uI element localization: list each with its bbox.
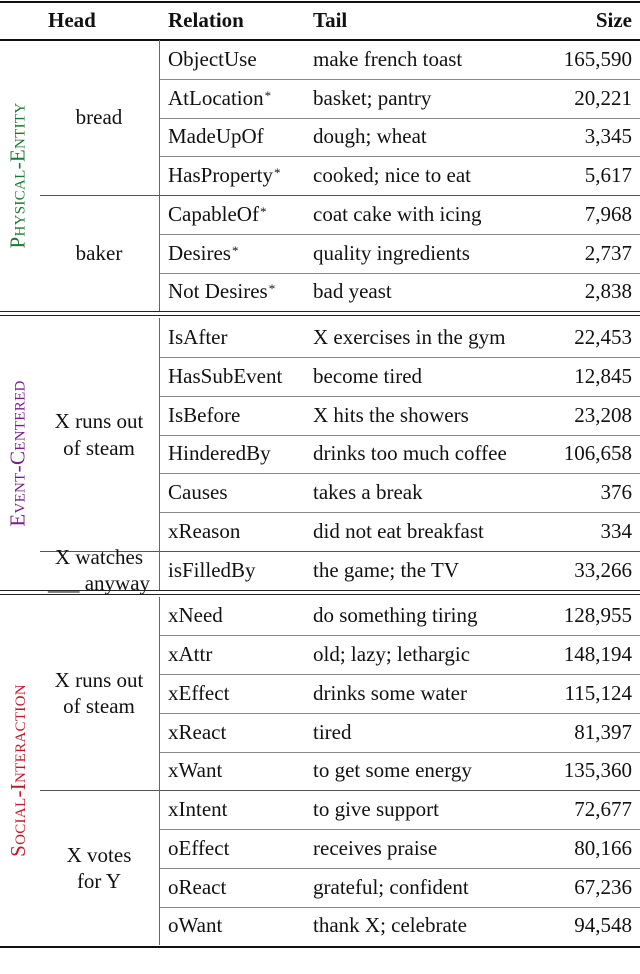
- relation-cell: [168, 829, 229, 868]
- head-line: ___ anyway: [47, 571, 151, 596]
- tail-cell: takes a break: [313, 480, 423, 505]
- category-label: [0, 597, 36, 946]
- size-cell: 106,658: [563, 441, 632, 466]
- relation-cell: [168, 195, 266, 234]
- size-cell: 128,955: [563, 603, 632, 628]
- tail-cell: dough; wheat: [313, 124, 427, 149]
- tail-cell: basket; pantry: [313, 85, 432, 110]
- size-cell: 67,236: [574, 874, 632, 899]
- relation-cell: [168, 473, 228, 512]
- relation-cell: [168, 435, 271, 474]
- relation-cell: [168, 79, 271, 118]
- head-cell: [40, 40, 158, 195]
- relation-label: xEffect: [168, 680, 230, 705]
- relation-label: Causes: [168, 480, 228, 505]
- head-cell: [40, 544, 158, 596]
- relation-label: xAttr: [168, 642, 213, 667]
- head-column-divider: [159, 40, 160, 311]
- tail-cell: grateful; confident: [313, 874, 469, 899]
- header-relation: Relation: [168, 7, 244, 32]
- relation-label: isFilledBy: [168, 557, 256, 582]
- tail-cell: drinks some water: [313, 680, 467, 705]
- relation-label: ObjectUse: [168, 46, 257, 71]
- head-line: for Y: [76, 868, 122, 893]
- relation-cell: [168, 868, 226, 907]
- head-line: X watches: [54, 544, 144, 569]
- size-cell: 2,737: [584, 240, 632, 265]
- tail-cell: X hits the showers: [313, 402, 469, 427]
- relation-label: oEffect: [168, 835, 230, 860]
- relation-label: CapableOf: [168, 201, 259, 226]
- tail-cell: drinks too much coffee: [313, 441, 507, 466]
- head-line: baker: [75, 241, 123, 265]
- star-marker: *: [273, 165, 281, 181]
- relation-label: HinderedBy: [168, 441, 271, 466]
- size-cell: 2,838: [584, 279, 632, 304]
- section-rule: [0, 311, 640, 312]
- tail-cell: X exercises in the gym: [313, 325, 506, 350]
- relation-cell: [168, 790, 227, 829]
- head-line: X votes: [66, 842, 132, 867]
- head-column-divider: [159, 597, 160, 946]
- relation-cell: [168, 713, 226, 752]
- header-head: Head: [48, 7, 96, 32]
- relation-label: oReact: [168, 874, 227, 899]
- relation-cell: [168, 512, 240, 551]
- table-bottom-rule: [0, 946, 640, 948]
- head-column-divider: [159, 318, 160, 589]
- star-marker: *: [264, 87, 272, 103]
- size-cell: 148,194: [563, 642, 632, 667]
- size-cell: 20,221: [574, 85, 632, 110]
- tail-cell: tired: [313, 719, 352, 744]
- size-cell: 334: [600, 518, 632, 543]
- size-cell: 22,453: [574, 325, 632, 350]
- tail-cell: the game; the TV: [313, 557, 459, 582]
- star-marker: *: [259, 203, 267, 219]
- tail-cell: to get some energy: [313, 758, 472, 783]
- category-text: Physical-Entity: [5, 102, 30, 249]
- size-cell: 33,266: [574, 557, 632, 582]
- head-line: of steam: [63, 435, 135, 460]
- relation-cell: [168, 635, 212, 674]
- relation-cell: [168, 118, 264, 157]
- relation-label: HasSubEvent: [168, 363, 283, 388]
- star-marker: *: [268, 281, 276, 297]
- relation-label: HasProperty: [168, 163, 273, 188]
- tail-cell: bad yeast: [313, 279, 392, 304]
- head-cell: [40, 790, 158, 945]
- relation-label: Desires: [168, 240, 231, 265]
- category-label: [0, 318, 36, 589]
- size-cell: 135,360: [563, 758, 632, 783]
- head-line: X runs out: [54, 409, 144, 434]
- size-cell: 165,590: [563, 46, 632, 71]
- relation-label: xIntent: [168, 797, 228, 822]
- size-cell: 81,397: [574, 719, 632, 744]
- relation-cell: [168, 752, 222, 791]
- tail-cell: receives praise: [313, 835, 438, 860]
- relation-cell: [168, 273, 275, 312]
- relation-label: IsAfter: [168, 325, 228, 350]
- size-cell: 94,548: [574, 913, 632, 938]
- tail-cell: make french toast: [313, 46, 463, 71]
- tail-cell: become tired: [313, 363, 423, 388]
- relation-cell: [168, 674, 229, 713]
- head-cell: [40, 195, 158, 311]
- tail-cell: to give support: [313, 797, 439, 822]
- size-cell: 7,968: [584, 201, 632, 226]
- size-cell: 115,124: [564, 680, 632, 705]
- category-text: Social-Interaction: [5, 684, 30, 858]
- category-text: Event-Centered: [5, 380, 30, 528]
- section-rule: [0, 594, 640, 595]
- row-separator: [159, 713, 640, 714]
- section-rule: [0, 590, 640, 591]
- header-tail: Tail: [313, 7, 348, 32]
- size-cell: 5,617: [584, 163, 632, 188]
- tail-cell: old; lazy; lethargic: [313, 642, 471, 667]
- relation-cell: [168, 318, 227, 357]
- tail-cell: coat cake with icing: [313, 201, 482, 226]
- tail-cell: quality ingredients: [313, 240, 470, 265]
- head-cell: [40, 318, 158, 551]
- relation-label: xWant: [168, 758, 223, 783]
- relation-cell: [168, 551, 256, 590]
- relation-label: xReact: [168, 719, 227, 744]
- relation-cell: [168, 396, 240, 435]
- tail-cell: do something tiring: [313, 603, 478, 628]
- relation-cell: [168, 156, 280, 195]
- head-line: X runs out: [54, 668, 144, 693]
- relation-cell: [168, 907, 222, 946]
- size-cell: 3,345: [584, 124, 632, 149]
- size-cell: 80,166: [574, 835, 632, 860]
- header-size: Size: [595, 7, 632, 32]
- tail-cell: cooked; nice to eat: [313, 163, 472, 188]
- relation-label: Not Desires: [168, 279, 268, 304]
- tail-cell: did not eat breakfast: [313, 518, 484, 543]
- star-marker: *: [231, 242, 239, 258]
- head-line: bread: [75, 105, 123, 130]
- size-cell: 23,208: [574, 402, 632, 427]
- section-rule: [0, 315, 640, 316]
- size-cell: 12,845: [574, 363, 632, 388]
- relation-cell: [168, 40, 257, 79]
- relation-label: xReason: [168, 518, 241, 543]
- relation-label: IsBefore: [168, 402, 241, 427]
- relation-cell: [168, 234, 238, 273]
- size-cell: 376: [600, 480, 632, 505]
- head-line: of steam: [63, 694, 135, 719]
- relation-label: AtLocation: [168, 85, 264, 110]
- relation-label: MadeUpOf: [168, 124, 264, 149]
- tail-cell: thank X; celebrate: [313, 913, 467, 938]
- relation-label: xNeed: [168, 603, 223, 628]
- relation-cell: [168, 597, 223, 636]
- relation-label: oWant: [168, 913, 223, 938]
- size-cell: 72,677: [574, 797, 632, 822]
- relation-cell: [168, 357, 282, 396]
- head-cell: [40, 597, 158, 791]
- category-label: [0, 40, 36, 311]
